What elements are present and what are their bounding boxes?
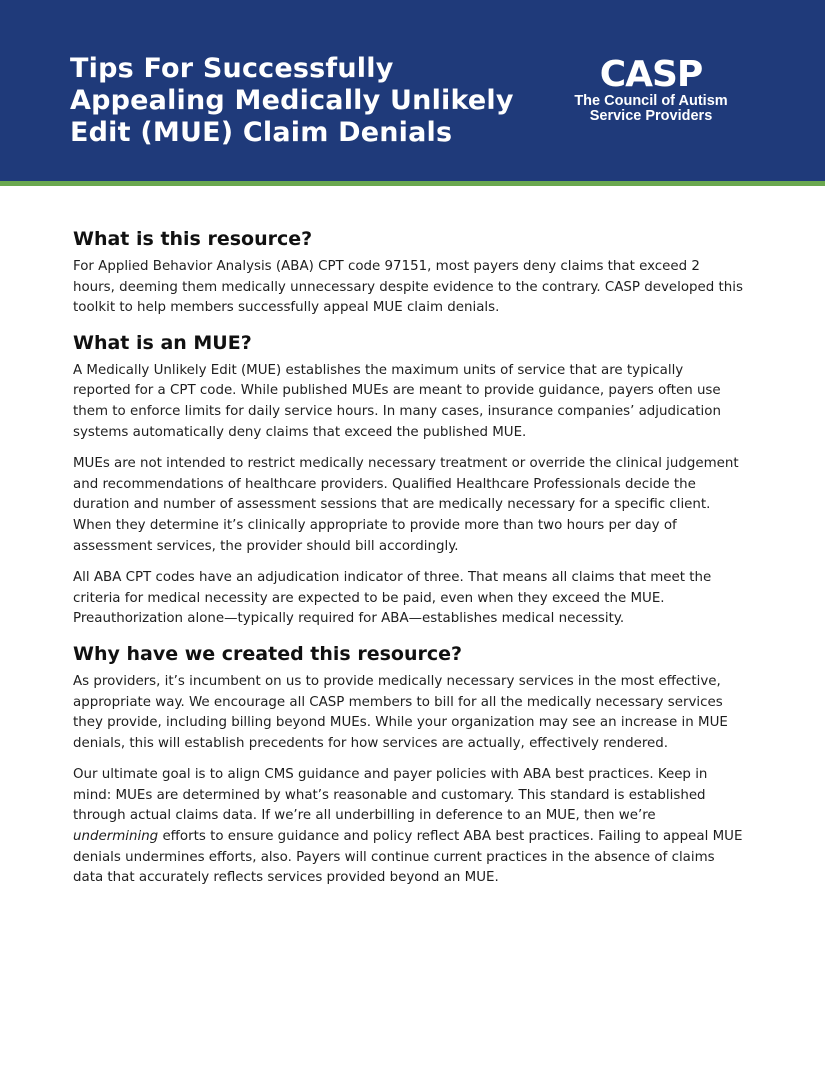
paragraph: Our ultimate goal is to align CMS guidance and payer policies with ABA best practices. Keep in mind: MUEs are determined by what’s reasonable and customary. This standard is established through actual claims data. If we’re all underbilling in deference to an MUE, then we’re undermining efforts to ensure guidance and policy reflect ABA best practices. Failing to appeal MUE denials undermines efforts, also. Payers will continue current practices in the absence of claims data that accurately reflects services provided beyond an MUE. [73, 767, 743, 886]
title-line: Edit (MUE) Claim Denials [70, 117, 453, 148]
title-line: Tips For Successfully [70, 53, 394, 84]
paragraph: MUEs are not intended to restrict medically necessary treatment or override the clinical judgement and recommendations of healthcare providers. Qualified Healthcare Professionals decide the duration and number of assessment sessions that are medically necessary for a specific client. When they determine it’s clinically appropriate to provide more than two hours per day of assessment services, the provider should bill accordingly. [73, 456, 739, 554]
title-line: Appealing Medically Unlikely [70, 85, 514, 116]
document-title [70, 53, 540, 149]
logo-tagline: The Council of Autism [574, 93, 728, 109]
logo-tagline: Service Providers [589, 108, 713, 124]
section-heading: What is this resource? [73, 228, 313, 250]
header-accent-stripe [0, 181, 825, 186]
section-why-created [73, 641, 743, 889]
paragraph: All ABA CPT codes have an adjudication indicator of three. That means all claims that meet the criteria for medical necessity are expected to be paid, even when they exceed the MUE. Preauthorization alone—typically required for ABA—establishes medical necessity. [73, 570, 712, 627]
header-banner [0, 0, 825, 181]
section-heading: Why have we created this resource? [73, 642, 463, 665]
casp-logo [566, 56, 736, 124]
logo-mark: CASP [599, 54, 703, 95]
document-body [73, 226, 743, 899]
paragraph: As providers, it’s incumbent on us to provide medically necessary services in the most effective, appropriate way. We encourage all CASP members to bill for all the medically necessary services they provide, including billing beyond MUEs. While your organization may see an increase in MUE denials, this will establish precedents for how services are actually, effectively rendered. [73, 673, 728, 751]
section-heading: What is an MUE? [73, 331, 252, 354]
paragraph: For Applied Behavior Analysis (ABA) CPT code 97151, most payers deny claims that exceed 2 hours, deeming them medically unnecessary despite evidence to the contrary. CASP developed this toolkit to help members successfully appeal MUE claim denials. [73, 259, 743, 316]
paragraph: A Medically Unlikely Edit (MUE) establishes the maximum units of service that are typically reported for a CPT code. While published MUEs are meant to provide guidance, payers often use them to enforce limits for daily service hours. In many cases, insurance companies’ adjudication systems automatically deny claims that exceed the published MUE. [73, 362, 721, 440]
section-what-is-this-resource [73, 226, 743, 319]
section-what-is-an-mue [73, 330, 743, 630]
